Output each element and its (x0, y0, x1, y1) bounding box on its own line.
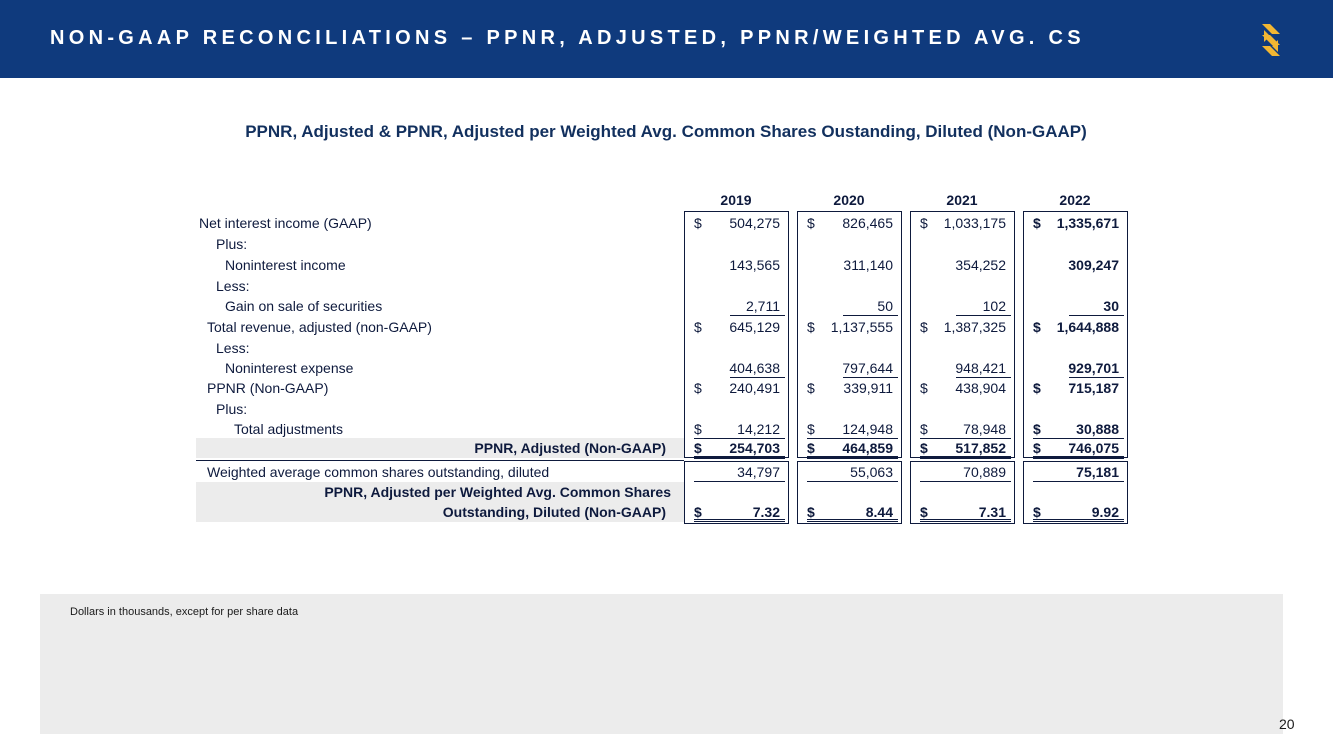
currency-symbol: $ (920, 215, 928, 231)
cell-nonint-income-2022 (1023, 255, 1127, 275)
double-underline (920, 519, 1011, 522)
cell-value: 797,644 (842, 360, 893, 376)
currency-symbol: $ (920, 421, 928, 437)
cell-value: 2,711 (746, 298, 780, 314)
cell-value: 240,491 (729, 380, 780, 396)
currency-symbol: $ (807, 440, 815, 456)
cell-value: 75,181 (1076, 464, 1119, 480)
cell-wtd-shares-2020 (797, 462, 901, 482)
currency-symbol: $ (1033, 421, 1041, 437)
row-less-1 (196, 276, 1138, 296)
row-label: PPNR, Adjusted per Weighted Avg. Common Shares (324, 484, 671, 500)
year-header-2022: 2022 (1059, 192, 1091, 208)
page-title: NON-GAAP RECONCILIATIONS – PPNR, ADJUSTED, PPNR/WEIGHTED AVG. CS (50, 27, 1085, 49)
cell-ppnr-2019 (684, 378, 788, 398)
currency-symbol: $ (694, 504, 702, 520)
cell-total-adj-2022 (1023, 419, 1127, 439)
cell-value: 504,275 (729, 215, 780, 231)
cell-value: 254,703 (729, 440, 780, 456)
cell-gain-2020 (797, 296, 901, 316)
cell-value: 50 (877, 298, 893, 314)
double-underline (807, 519, 898, 522)
cell-total-rev-2021 (910, 317, 1014, 337)
row-plus-2 (196, 399, 1138, 419)
cell-value: 645,129 (729, 319, 780, 335)
cell-value: 339,911 (843, 380, 893, 396)
table-title: PPNR, Adjusted & PPNR, Adjusted per Weighted Avg. Common Shares Oustanding, Diluted (Non-GAAP) (245, 122, 1087, 141)
company-logo-icon (1256, 22, 1286, 60)
cell-value: 9.92 (1091, 504, 1119, 520)
footnote-text: Dollars in thousands, except for per share data (70, 606, 299, 618)
currency-symbol: $ (694, 380, 702, 396)
cell-value: 30,888 (1076, 421, 1119, 437)
cell-gain-2021 (910, 296, 1014, 316)
cell-ppnr-adj-2020 (797, 438, 901, 458)
cell-value: 746,075 (1068, 440, 1119, 456)
double-underline (807, 456, 898, 459)
currency-symbol: $ (807, 215, 815, 231)
cell-ppnr-2021 (910, 378, 1014, 398)
row-label: Noninterest expense (225, 360, 354, 376)
cell-value: 78,948 (963, 421, 1006, 437)
cell-value: 309,247 (1068, 257, 1119, 273)
cell-value: 34,797 (737, 464, 780, 480)
cell-value: 1,387,325 (943, 319, 1006, 335)
currency-symbol: $ (694, 421, 702, 437)
double-underline (1033, 519, 1124, 522)
currency-symbol: $ (694, 440, 702, 456)
row-per-share-line1 (196, 482, 1138, 502)
cell-value: 404,638 (729, 360, 780, 376)
currency-symbol: $ (920, 380, 928, 396)
cell-gain-2019 (684, 296, 788, 316)
cell-value: 1,644,888 (1056, 319, 1119, 335)
currency-symbol: $ (1033, 319, 1041, 335)
currency-symbol: $ (1033, 440, 1041, 456)
underline (730, 315, 785, 316)
currency-symbol: $ (920, 440, 928, 456)
underline (1069, 315, 1124, 316)
row-label: Total adjustments (234, 421, 343, 437)
cell-ppnr-adj-2022 (1023, 438, 1127, 458)
cell-value: 311,140 (843, 257, 893, 273)
row-label: Total revenue, adjusted (non-GAAP) (207, 319, 432, 335)
currency-symbol: $ (807, 421, 815, 437)
currency-symbol: $ (694, 319, 702, 335)
currency-symbol: $ (920, 319, 928, 335)
currency-symbol: $ (1033, 215, 1041, 231)
cell-nii-2020 (797, 213, 901, 233)
cell-value: 948,421 (955, 360, 1006, 376)
row-label: Outstanding, Diluted (Non-GAAP) (442, 504, 666, 520)
row-plus-1 (196, 234, 1138, 254)
double-underline (694, 519, 785, 522)
cell-ppnr-adj-2021 (910, 438, 1014, 458)
cell-wtd-shares-2019 (684, 462, 788, 482)
row-label: PPNR, Adjusted (Non-GAAP) (474, 440, 666, 456)
cell-value: 929,701 (1068, 360, 1119, 376)
cell-nonint-exp-2020 (797, 358, 901, 378)
cell-value: 8.44 (865, 504, 893, 520)
currency-symbol: $ (920, 504, 928, 520)
double-underline (1033, 456, 1124, 459)
row-label: Less: (216, 340, 250, 356)
cell-value: 124,948 (842, 421, 893, 437)
cell-value: 55,063 (850, 464, 893, 480)
cell-wtd-shares-2021 (910, 462, 1014, 482)
cell-value: 1,033,175 (943, 215, 1006, 231)
cell-nii-2022 (1023, 213, 1127, 233)
header-bar (0, 0, 1333, 78)
cell-total-rev-2020 (797, 317, 901, 337)
cell-value: 517,852 (955, 440, 1006, 456)
page-number: 20 (1279, 716, 1295, 732)
currency-symbol: $ (807, 380, 815, 396)
row-less-2 (196, 338, 1138, 358)
row-label: PPNR (Non-GAAP) (207, 380, 329, 396)
year-header-2021: 2021 (946, 192, 978, 208)
cell-nonint-income-2019 (684, 255, 788, 275)
cell-value: 7.32 (752, 504, 780, 520)
cell-wtd-shares-2022 (1023, 462, 1127, 482)
cell-nonint-exp-2019 (684, 358, 788, 378)
row-label: Plus: (216, 236, 248, 252)
cell-total-adj-2021 (910, 419, 1014, 439)
cell-value: 1,335,671 (1056, 215, 1119, 231)
cell-nonint-income-2020 (797, 255, 901, 275)
cell-value: 143,565 (729, 257, 780, 273)
currency-symbol: $ (694, 215, 702, 231)
cell-total-adj-2019 (684, 419, 788, 439)
year-header-2020: 2020 (833, 192, 865, 208)
currency-symbol: $ (807, 504, 815, 520)
cell-nonint-income-2021 (910, 255, 1014, 275)
row-label: Weighted average common shares outstanding, diluted (207, 464, 550, 480)
double-underline (920, 456, 1011, 459)
cell-value: 70,889 (963, 464, 1006, 480)
separator-line (196, 460, 684, 461)
cell-ppnr-2022 (1023, 378, 1127, 398)
row-label: Noninterest income (225, 257, 346, 273)
underline (843, 315, 898, 316)
cell-ppnr-2020 (797, 378, 901, 398)
cell-value: 438,904 (955, 380, 1006, 396)
cell-value: 464,859 (842, 440, 893, 456)
cell-total-rev-2022 (1023, 317, 1127, 337)
cell-gain-2022 (1023, 296, 1127, 316)
footnote-panel (40, 594, 1283, 734)
currency-symbol: $ (1033, 504, 1041, 520)
cell-value: 715,187 (1068, 380, 1119, 396)
cell-value: 30 (1103, 298, 1119, 314)
double-underline (694, 456, 785, 459)
year-header-2019: 2019 (720, 192, 752, 208)
cell-ppnr-adj-2019 (684, 438, 788, 458)
cell-nii-2019 (684, 213, 788, 233)
cell-value: 826,465 (842, 215, 893, 231)
cell-value: 354,252 (955, 257, 1006, 273)
cell-nii-2021 (910, 213, 1014, 233)
currency-symbol: $ (1033, 380, 1041, 396)
row-label: Plus: (216, 401, 248, 417)
cell-value: 14,212 (737, 421, 780, 437)
underline (956, 315, 1011, 316)
currency-symbol: $ (807, 319, 815, 335)
row-label: Less: (216, 278, 250, 294)
cell-value: 1,137,555 (830, 319, 893, 335)
row-label: Net interest income (GAAP) (199, 215, 372, 231)
cell-value: 102 (982, 298, 1006, 314)
cell-nonint-exp-2022 (1023, 358, 1127, 378)
row-label: Gain on sale of securities (225, 298, 383, 314)
cell-nonint-exp-2021 (910, 358, 1014, 378)
cell-total-adj-2020 (797, 419, 901, 439)
cell-value: 7.31 (978, 504, 1006, 520)
cell-total-rev-2019 (684, 317, 788, 337)
